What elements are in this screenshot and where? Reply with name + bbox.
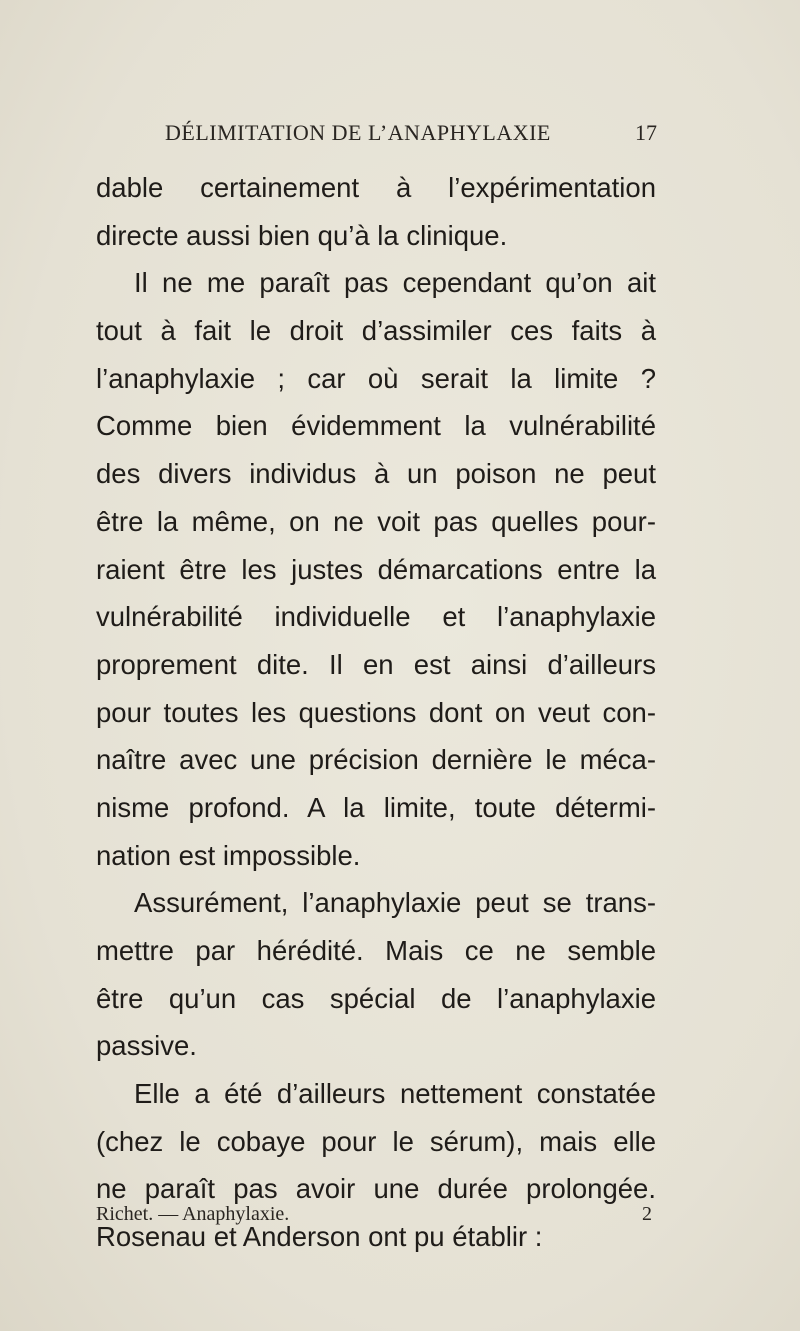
- text-line: tout à fait le droit d’assimiler ces faits à: [96, 315, 656, 347]
- text-line: être qu’un cas spécial de l’anaphylaxie: [96, 982, 656, 1014]
- page-footer: [96, 1203, 652, 1235]
- text-line: mettre par hérédité. Mais ce ne semble: [96, 935, 656, 966]
- text-line: nisme profond. A la limite, toute détermi-: [96, 791, 656, 823]
- text-line: directe aussi bien qu’à la clinique.: [96, 219, 508, 251]
- running-head: [165, 120, 657, 152]
- text-line: être la même, on ne voit pas quelles pour-: [96, 505, 656, 537]
- running-title: DÉLIMITATION DE L’ANAPHYLAXIE: [165, 120, 551, 145]
- text-line: nation est impossible.: [96, 839, 361, 871]
- text-line: vulnérabilité individuelle et l’anaphylaxie: [96, 601, 656, 633]
- signature-mark: 2: [642, 1203, 652, 1225]
- body-text: [96, 164, 656, 1261]
- text-line: proprement dite. Il en est ainsi d’ailleurs: [96, 648, 656, 680]
- text-line: passive.: [96, 1030, 197, 1062]
- footer-author-title: Richet. — Anaphylaxie.: [96, 1203, 290, 1225]
- page-number: 17: [635, 120, 657, 145]
- text-line: (chez le cobaye pour le sérum), mais elle: [96, 1125, 656, 1157]
- text-line: l’anaphylaxie ; car où serait la limite ?: [96, 362, 656, 394]
- text-line: ne paraît pas avoir une durée prolongée.: [96, 1173, 656, 1205]
- text-line: Elle a été d’ailleurs nettement constatée: [134, 1078, 656, 1110]
- text-line: des divers individus à un poison ne peut: [96, 458, 656, 490]
- text-line: raient être les justes démarcations entre la: [96, 553, 656, 585]
- text-line: Il ne me paraît pas cependant qu’on ait: [134, 267, 656, 299]
- text-line: naître avec une précision dernière le méca-: [96, 744, 656, 776]
- text-line: Comme bien évidemment la vulnérabilité: [96, 410, 656, 442]
- text-line: pour toutes les questions dont on veut con-: [96, 696, 656, 728]
- text-line: dable certainement à l’expérimentation: [96, 172, 656, 203]
- text-line: Rosenau et Anderson ont pu établir :: [96, 1221, 543, 1253]
- text-line: Assurément, l’anaphylaxie peut se trans-: [134, 887, 656, 919]
